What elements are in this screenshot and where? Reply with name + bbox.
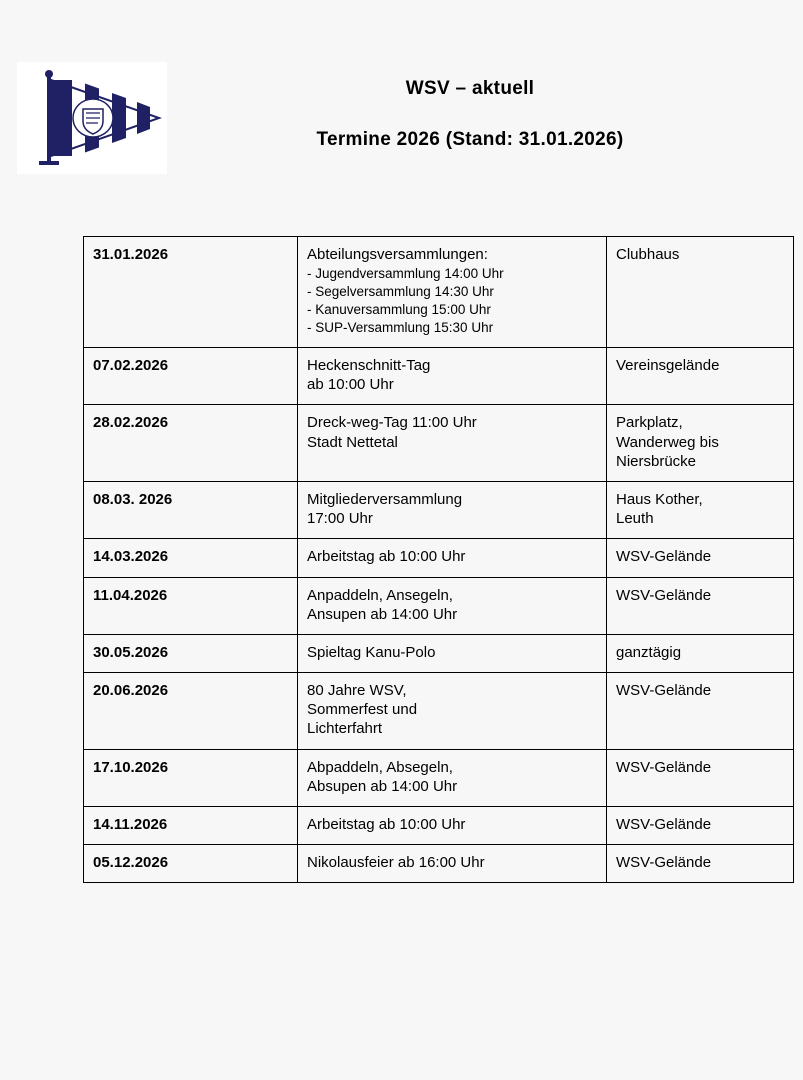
event-detail-lines	[307, 700, 597, 738]
cell-place	[607, 348, 794, 405]
cell-place	[607, 405, 794, 482]
cell-event	[298, 673, 607, 750]
place-line: Niersbrücke	[616, 452, 697, 470]
table-row	[84, 634, 794, 672]
event-detail-lines	[307, 265, 597, 337]
event-detail-line: - Jugendversammlung 14:00 Uhr	[307, 266, 504, 282]
place-line: Vereinsgelände	[616, 357, 720, 374]
title-block	[170, 78, 770, 152]
schedule-table-body	[84, 237, 794, 883]
cell-place	[607, 539, 794, 577]
cell-place	[607, 481, 794, 538]
event-main-line: Spieltag Kanu-Polo	[307, 643, 436, 661]
schedule-table-wrapper	[83, 236, 738, 883]
event-detail-lines	[307, 509, 597, 528]
cell-date: 20.06.2026	[84, 673, 298, 750]
cell-place	[607, 577, 794, 634]
document-header	[0, 0, 803, 180]
cell-date: 17.10.2026	[84, 749, 298, 806]
table-row	[84, 845, 794, 883]
place-line: Leuth	[616, 510, 654, 528]
place-line: Parkplatz,	[616, 414, 683, 432]
page-subtitle: Termine 2026 (Stand: 31.01.2026)	[316, 128, 624, 150]
cell-event	[298, 481, 607, 538]
table-row	[84, 539, 794, 577]
place-line: WSV-Gelände	[616, 758, 712, 776]
table-row	[84, 481, 794, 538]
place-line: Clubhaus	[616, 246, 680, 263]
cell-place	[607, 749, 794, 806]
cell-place	[607, 673, 794, 750]
event-main-line: Arbeitstag ab 10:00 Uhr	[307, 548, 466, 566]
event-detail-line: Stadt Nettetal	[307, 433, 398, 451]
event-main-line: Dreck-weg-Tag 11:00 Uhr	[307, 414, 477, 432]
event-detail-line: 17:00 Uhr	[307, 510, 373, 528]
cell-place	[607, 634, 794, 672]
event-detail-line: - SUP-Versammlung 15:30 Uhr	[307, 320, 494, 336]
cell-event	[298, 405, 607, 482]
cell-date: 28.02.2026	[84, 405, 298, 482]
event-detail-line: Lichterfahrt	[307, 720, 383, 738]
cell-date: 08.03. 2026	[84, 481, 298, 538]
table-row	[84, 577, 794, 634]
event-main-line: Arbeitstag ab 10:00 Uhr	[307, 816, 466, 833]
cell-event	[298, 807, 607, 845]
event-main-line: Anpaddeln, Ansegeln,	[307, 586, 453, 604]
table-row	[84, 348, 794, 405]
wsv-burgee-icon	[17, 62, 167, 174]
place-line: WSV-Gelände	[616, 586, 712, 604]
table-row	[84, 673, 794, 750]
event-detail-line: Sommerfest und	[307, 701, 418, 719]
event-detail-line: ab 10:00 Uhr	[307, 376, 394, 394]
cell-event	[298, 749, 607, 806]
cell-event	[298, 539, 607, 577]
club-logo	[17, 62, 167, 174]
cell-date: 07.02.2026	[84, 348, 298, 405]
cell-date: 11.04.2026	[84, 577, 298, 634]
cell-event	[298, 237, 607, 348]
cell-event	[298, 845, 607, 883]
cell-event	[298, 577, 607, 634]
event-detail-line: Absupen ab 14:00 Uhr	[307, 777, 458, 795]
cell-place	[607, 845, 794, 883]
table-row	[84, 807, 794, 845]
place-line: WSV-Gelände	[616, 548, 712, 566]
cell-date: 31.01.2026	[84, 237, 298, 348]
event-detail-lines	[307, 777, 597, 796]
event-detail-line: - Segelversammlung 14:30 Uhr	[307, 284, 494, 300]
event-main-line: Heckenschnitt-Tag	[307, 357, 431, 374]
event-detail-line: - Kanuversammlung 15:00 Uhr	[307, 302, 491, 318]
event-detail-line: Ansupen ab 14:00 Uhr	[307, 605, 458, 623]
place-line: WSV-Gelände	[616, 816, 712, 833]
cell-event	[298, 634, 607, 672]
table-row	[84, 237, 794, 348]
table-row	[84, 749, 794, 806]
cell-event	[298, 348, 607, 405]
event-main-line: Abpaddeln, Absegeln,	[307, 758, 453, 776]
cell-date: 14.03.2026	[84, 539, 298, 577]
place-line: Haus Kother,	[616, 490, 703, 508]
event-main-line: Nikolausfeier ab 16:00 Uhr	[307, 854, 485, 872]
cell-date: 30.05.2026	[84, 634, 298, 672]
place-line: WSV-Gelände	[616, 682, 712, 700]
place-line: ganztägig	[616, 643, 682, 661]
event-detail-lines	[307, 433, 597, 452]
schedule-table	[83, 236, 794, 883]
cell-place	[607, 237, 794, 348]
event-main-line: Mitgliederversammlung	[307, 490, 463, 508]
event-detail-lines	[307, 375, 597, 394]
event-main-line: 80 Jahre WSV,	[307, 682, 407, 700]
page-title: WSV – aktuell	[405, 78, 535, 99]
table-row	[84, 405, 794, 482]
cell-place	[607, 807, 794, 845]
event-detail-lines	[307, 605, 597, 624]
cell-date: 14.11.2026	[84, 807, 298, 845]
place-line: WSV-Gelände	[616, 854, 712, 872]
place-line: Wanderweg bis	[616, 433, 719, 451]
event-main-line: Abteilungsversammlungen:	[307, 246, 488, 263]
cell-date: 05.12.2026	[84, 845, 298, 883]
